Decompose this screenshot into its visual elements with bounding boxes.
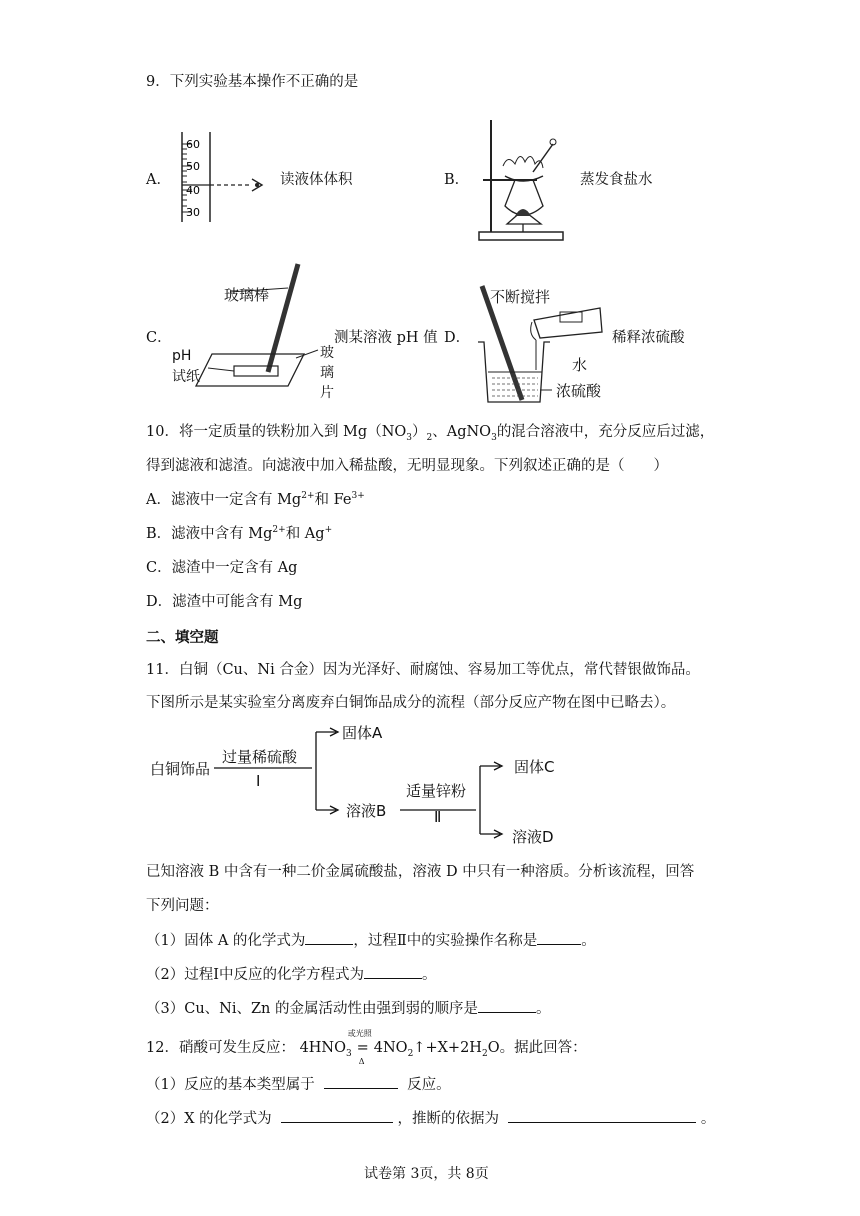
q10-stem-line1: 10．将一定质量的铁粉加入到 $Mg(NO_3)_2$、AgNO$_3$的混合溶液中，充分反应后过滤， [146,424,715,443]
glass-plate-label-2: 璃 [320,365,334,381]
answer-blank[interactable] [324,1074,398,1089]
q12-stem: 12．硝酸可发生反应： $4HNO_3$ 或光照 = Δ $4NO_2↑+X+2H_2O$。据此回答： [146,1029,587,1066]
q10-option-b: B．滤液中含有 $Mg^{2+}$和 Ag+ [146,525,333,542]
tick-30: 30 [186,206,200,219]
q12-part1: （1）反应的基本类型属于 反应。 [146,1074,451,1095]
tick-40: 40 [186,184,200,197]
conc-acid-label: 浓硫酸 [556,382,602,400]
stir-label: 不断搅拌 [490,288,551,306]
q11-line1: 11．白铜（Cu、Ni 合金）因为光泽好、耐腐蚀、容易加工等优点，常代替银做饰品。 [146,662,700,678]
page-footer: 试卷第 3页，共 8页 [364,1166,489,1182]
glass-rod-label: 玻璃棒 [224,286,270,304]
q10-option-a: A．滤液中一定含有 $Mg^{2+}$和 $Fe^{3+}$ [146,491,365,508]
q9-option-b-text: 蒸发食盐水 [580,172,653,188]
answer-blank[interactable] [364,964,422,979]
answer-blank[interactable] [537,930,581,945]
evaporation-apparatus-figure [475,116,575,244]
test-paper-label: 试纸 [172,369,200,385]
q9-option-c-text: 测某溶液 pH 值 [334,330,438,346]
section-heading: 二、填空题 [146,630,219,646]
flow-step2-reagent: 适量锌粉 [406,782,467,800]
q9-option-a-letter: A． [146,172,171,188]
answer-blank[interactable] [281,1108,393,1123]
chemical-equation: $4HNO_3$ 或光照 = Δ $4NO_2↑+X+2H_2O$ [299,1029,500,1066]
q9-option-a-text: 读液体体积 [280,172,353,188]
flow-start-node: 白铜饰品 [150,760,211,778]
ph-label: pH [172,348,192,364]
answer-blank[interactable] [508,1108,696,1123]
q9-stem: 9．下列实验基本操作不正确的是 [146,74,359,90]
glass-plate-label-1: 玻 [320,345,334,361]
flow-step2-label: Ⅱ [434,808,442,826]
q9-option-b-letter: B． [444,172,470,188]
q10-option-c: C．滤渣中一定含有 Ag [146,560,298,576]
q11-known-line2: 下列问题： [146,898,219,914]
q10-stem-line2: 得到滤液和滤渣。向滤液中加入稀盐酸，无明显现象。下列叙述正确的是（ ） [146,458,668,474]
water-label: 水 [572,356,588,374]
q11-part3: （3）Cu、Ni、Zn 的金属活动性由强到弱的顺序是 。 [146,998,551,1019]
answer-blank[interactable] [305,930,353,945]
flow-step1-reagent: 过量稀硫酸 [222,748,298,766]
q11-part1: （1）固体 A 的化学式为 ，过程Ⅱ中的实验操作名称是 。 [146,930,596,951]
q9-option-d-text: 稀释浓硫酸 [612,330,685,346]
q11-known-line1: 已知溶液 B 中含有一种二价金属硫酸盐，溶液 D 中只有一种溶质。分析该流程，回答 [146,864,695,880]
q12-part2: （2）X 的化学式为 ，推断的依据为 。 [146,1108,715,1129]
flow-solid-c: 固体C [514,758,555,776]
tick-50: 50 [186,160,200,173]
flow-solid-a: 固体A [342,724,383,742]
flow-step1-label: Ⅰ [256,772,261,790]
q9-option-d-letter: D． [444,330,471,346]
q9-option-c-letter: C． [146,330,172,346]
graduated-cylinder-figure [176,130,276,225]
answer-blank[interactable] [478,998,536,1013]
tick-60: 60 [186,138,200,151]
q11-line2: 下图所示是某实验室分离废弃白铜饰品成分的流程（部分反应产物在图中已略去）。 [146,695,676,711]
flow-solution-d: 溶液D [512,828,554,846]
flow-solution-b: 溶液B [346,802,387,820]
glass-plate-label-3: 片 [320,385,334,401]
q11-part2: （2）过程Ⅰ中反应的化学方程式为 。 [146,964,436,985]
q10-option-d: D．滤渣中可能含有 Mg [146,594,303,610]
